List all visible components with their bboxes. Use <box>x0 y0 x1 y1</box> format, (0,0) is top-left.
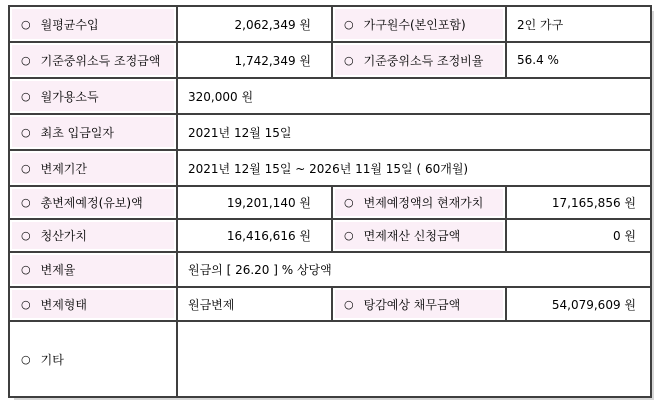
table-row <box>9 321 651 397</box>
table-row <box>9 287 651 321</box>
label-text: 기타 <box>40 352 64 367</box>
circle-bullet-icon: ○ <box>21 196 31 209</box>
value-liquidation-value: 16,416,616 원 <box>177 219 332 252</box>
table-row <box>9 6 651 42</box>
circle-bullet-icon: ○ <box>21 161 31 175</box>
value-household-members: 2인 가구 <box>506 6 651 42</box>
circle-bullet-icon: ○ <box>344 229 354 242</box>
label-median-income-adjusted-amount <box>9 42 177 78</box>
table-row <box>9 186 651 219</box>
circle-bullet-icon: ○ <box>344 297 354 311</box>
label-repayment-type <box>9 287 177 321</box>
label-exempt-property-request-amount <box>332 219 506 252</box>
value-repayment-period: 2021년 12월 15일 ~ 2026년 11월 15일 ( 60개월) <box>177 150 651 186</box>
circle-bullet-icon: ○ <box>344 196 354 209</box>
label-text: 탕감예상 채무금액 <box>363 297 461 312</box>
label-text: 변제율 <box>40 263 76 277</box>
label-household-members <box>332 6 506 42</box>
value-expected-debt-reduction: 54,079,609 원 <box>506 287 651 321</box>
value-repayment-type: 원금변제 <box>177 287 332 321</box>
label-text: 총변제예정(유보)액 <box>40 196 143 210</box>
label-text: 월평균수입 <box>40 17 99 32</box>
value-total-expected-repayment: 19,201,140 원 <box>177 186 332 219</box>
label-expected-debt-reduction <box>332 287 506 321</box>
value-monthly-disposable-income: 320,000 원 <box>177 78 651 114</box>
table-row <box>9 78 651 114</box>
circle-bullet-icon: ○ <box>21 229 31 242</box>
label-text: 변제형태 <box>40 297 87 312</box>
value-exempt-property-request-amount: 0 원 <box>506 219 651 252</box>
circle-bullet-icon: ○ <box>21 352 31 366</box>
table-row <box>9 150 651 186</box>
label-text: 기준중위소득 조정금액 <box>40 53 161 68</box>
label-total-expected-repayment <box>9 186 177 219</box>
circle-bullet-icon: ○ <box>344 53 354 67</box>
circle-bullet-icon: ○ <box>21 89 31 103</box>
circle-bullet-icon: ○ <box>344 17 354 31</box>
circle-bullet-icon: ○ <box>21 125 31 139</box>
table-row <box>9 252 651 287</box>
repayment-plan-table <box>8 5 652 398</box>
table-row <box>9 114 651 150</box>
value-monthly-average-income: 2,062,349 원 <box>177 6 332 42</box>
table-row <box>9 219 651 252</box>
label-text: 변제예정액의 현재가치 <box>363 196 484 210</box>
label-text: 월가용소득 <box>40 89 99 104</box>
value-first-deposit-date: 2021년 12월 15일 <box>177 114 651 150</box>
repayment-plan-sheet <box>8 5 652 398</box>
table-row <box>9 42 651 78</box>
label-text: 가구원수(본인포함) <box>363 17 466 32</box>
label-text: 변제기간 <box>40 161 87 176</box>
label-repayment-period <box>9 150 177 186</box>
label-repayment-rate <box>9 252 177 287</box>
label-text: 청산가치 <box>40 229 87 243</box>
circle-bullet-icon: ○ <box>21 17 31 31</box>
label-text: 최초 입금일자 <box>40 125 114 140</box>
circle-bullet-icon: ○ <box>21 297 31 311</box>
label-median-income-adjustment-ratio <box>332 42 506 78</box>
label-liquidation-value <box>9 219 177 252</box>
label-etc <box>9 321 177 397</box>
label-monthly-average-income <box>9 6 177 42</box>
circle-bullet-icon: ○ <box>21 53 31 67</box>
value-median-income-adjustment-ratio: 56.4 % <box>506 42 651 78</box>
value-repayment-rate: 원금의 [ 26.20 ] % 상당액 <box>177 252 651 287</box>
label-present-value-of-repayment <box>332 186 506 219</box>
label-first-deposit-date <box>9 114 177 150</box>
label-text: 면제재산 신청금액 <box>363 229 461 243</box>
label-monthly-disposable-income <box>9 78 177 114</box>
value-median-income-adjusted-amount: 1,742,349 원 <box>177 42 332 78</box>
value-present-value-of-repayment: 17,165,856 원 <box>506 186 651 219</box>
circle-bullet-icon: ○ <box>21 263 31 276</box>
value-etc <box>177 321 651 397</box>
label-text: 기준중위소득 조정비율 <box>363 53 484 68</box>
